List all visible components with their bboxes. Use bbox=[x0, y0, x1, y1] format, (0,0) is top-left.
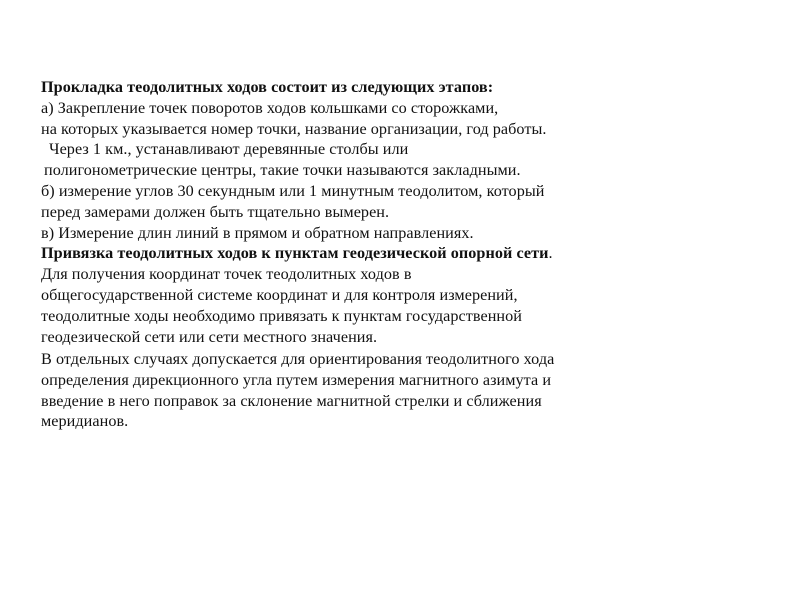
text-line-posts: Через 1 км., устанавливают деревянные столбы или bbox=[49, 140, 409, 159]
binding-line-3: теодолитные ходы необходимо привязать к пунктам государственной bbox=[41, 306, 523, 325]
text-line-a: а) Закрепление точек поворотов ходов кольшками со сторожками, bbox=[41, 98, 499, 117]
binding-heading-line bbox=[41, 243, 781, 264]
binding-line-2: общегосударственной системе координат и для контроля измерений, bbox=[41, 285, 518, 304]
text-line-c: в) Измерение длин линий в прямом и обратном направлениях. bbox=[41, 223, 474, 242]
paragraph2-line-3: введение в него поправок за склонение магнитной стрелки и сближения bbox=[41, 391, 542, 410]
paragraph2-line-1: В отдельных случаях допускается для ориентирования теодолитного хода bbox=[41, 350, 555, 368]
binding-line-4: геодезической сети или сети местного значения. bbox=[41, 327, 378, 346]
paragraph2-line-4: меридианов. bbox=[41, 412, 129, 431]
intro-heading: Прокладка теодолитных ходов состоит из следующих этапов: bbox=[41, 78, 494, 96]
text-line-centers: полигонометрические центры, такие точки называются закладными. bbox=[44, 161, 521, 180]
text-line-b: б) измерение углов 30 секундным или 1 минутным теодолитом, который bbox=[41, 181, 545, 200]
text-block-main bbox=[41, 77, 781, 347]
binding-heading: Привязка теодолитных ходов к пунктам геодезической опорной сети bbox=[41, 244, 549, 263]
binding-heading-period: . bbox=[548, 244, 553, 263]
text-line-a-cont: на которых указывается номер точки, название организации, год работы. bbox=[41, 119, 547, 138]
text-block-secondary bbox=[41, 349, 781, 432]
paragraph2-line-2: определения дирекционного угла путем измерения магнитного азимута и bbox=[41, 370, 552, 389]
binding-line-1: Для получения координат точек теодолитных ходов в bbox=[41, 265, 412, 284]
text-line-b-cont: перед замерами должен быть тщательно вымерен. bbox=[41, 202, 390, 221]
